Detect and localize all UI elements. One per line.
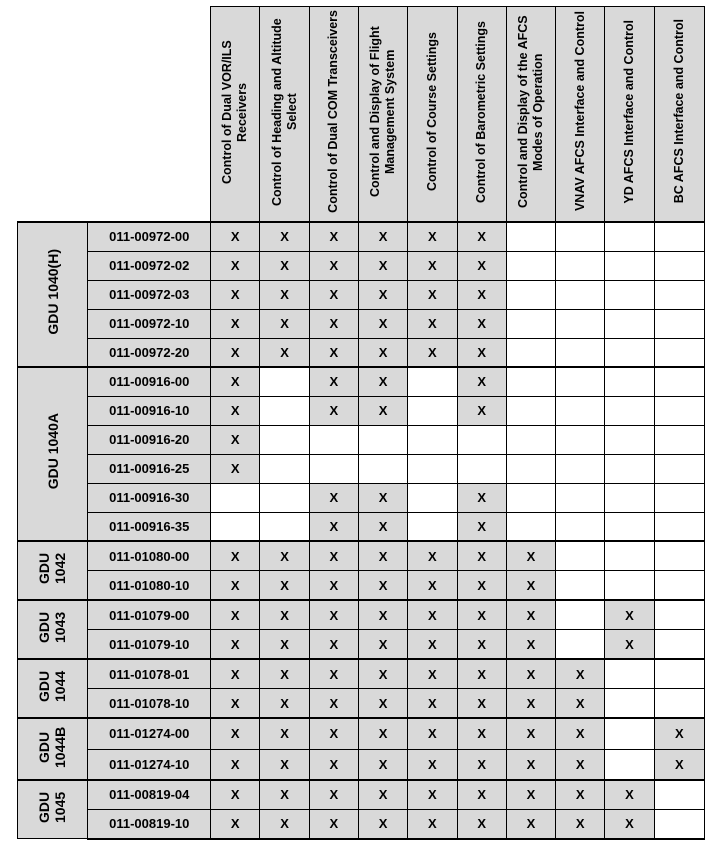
feature-mark: X <box>211 280 260 309</box>
feature-empty <box>506 222 555 251</box>
feature-empty <box>506 483 555 512</box>
part-number: 011-01078-10 <box>88 689 211 719</box>
feature-mark: X <box>211 251 260 280</box>
feature-label: Control of Dual VOR/ILS Receivers <box>220 39 250 184</box>
feature-mark: X <box>309 512 358 541</box>
feature-empty <box>654 541 704 571</box>
feature-mark: X <box>309 659 358 689</box>
feature-header-10 <box>654 7 704 223</box>
feature-mark: X <box>506 541 555 571</box>
part-number: 011-00916-30 <box>88 483 211 512</box>
model-name: GDU 1040A <box>44 413 61 490</box>
feature-mark: X <box>457 809 506 838</box>
table-row <box>18 454 705 483</box>
model-label-cell <box>18 780 88 839</box>
feature-mark: X <box>260 630 309 660</box>
part-number: 011-01080-00 <box>88 541 211 571</box>
feature-mark: X <box>506 749 555 780</box>
feature-empty <box>605 425 654 454</box>
feature-empty <box>260 512 309 541</box>
feature-mark: X <box>211 396 260 425</box>
feature-mark: X <box>358 396 407 425</box>
feature-mark: X <box>408 571 457 601</box>
feature-mark: X <box>211 718 260 749</box>
part-number: 011-01274-00 <box>88 718 211 749</box>
feature-mark: X <box>654 749 704 780</box>
part-number: 011-01274-10 <box>88 749 211 780</box>
table-row <box>18 600 705 630</box>
feature-mark: X <box>457 309 506 338</box>
feature-mark: X <box>556 809 605 838</box>
feature-empty <box>605 749 654 780</box>
feature-empty <box>556 512 605 541</box>
feature-empty <box>605 280 654 309</box>
part-number: 011-00819-10 <box>88 809 211 838</box>
feature-empty <box>654 483 704 512</box>
feature-mark: X <box>408 541 457 571</box>
part-number: 011-00972-10 <box>88 309 211 338</box>
model-label-cell <box>18 659 88 718</box>
feature-mark: X <box>358 809 407 838</box>
feature-mark: X <box>506 780 555 809</box>
feature-mark: X <box>556 689 605 719</box>
feature-empty <box>358 454 407 483</box>
feature-empty <box>605 396 654 425</box>
feature-empty <box>556 280 605 309</box>
feature-mark: X <box>605 630 654 660</box>
feature-empty <box>408 483 457 512</box>
feature-mark: X <box>408 809 457 838</box>
feature-mark: X <box>457 222 506 251</box>
part-number: 011-01079-00 <box>88 600 211 630</box>
feature-mark: X <box>309 367 358 396</box>
feature-mark: X <box>260 809 309 838</box>
feature-mark: X <box>260 749 309 780</box>
feature-empty <box>506 367 555 396</box>
part-number: 011-00972-20 <box>88 338 211 367</box>
feature-empty <box>556 309 605 338</box>
feature-empty <box>654 809 704 838</box>
feature-empty <box>260 454 309 483</box>
feature-empty <box>309 454 358 483</box>
feature-mark: X <box>457 600 506 630</box>
feature-empty <box>654 251 704 280</box>
feature-mark: X <box>260 222 309 251</box>
feature-empty <box>506 338 555 367</box>
feature-empty <box>211 483 260 512</box>
feature-empty <box>556 600 605 630</box>
table-row <box>18 309 705 338</box>
feature-mark: X <box>408 222 457 251</box>
feature-mark: X <box>358 659 407 689</box>
feature-mark: X <box>408 659 457 689</box>
feature-empty <box>408 396 457 425</box>
feature-empty <box>506 425 555 454</box>
feature-mark: X <box>358 541 407 571</box>
feature-mark: X <box>358 600 407 630</box>
feature-mark: X <box>358 367 407 396</box>
feature-mark: X <box>457 630 506 660</box>
feature-mark: X <box>605 780 654 809</box>
feature-mark: X <box>506 630 555 660</box>
feature-mark: X <box>605 600 654 630</box>
feature-mark: X <box>309 541 358 571</box>
feature-empty <box>654 780 704 809</box>
feature-mark: X <box>457 512 506 541</box>
feature-mark: X <box>260 659 309 689</box>
feature-empty <box>605 338 654 367</box>
feature-mark: X <box>457 367 506 396</box>
feature-mark: X <box>309 483 358 512</box>
feature-empty <box>654 367 704 396</box>
feature-empty <box>605 659 654 689</box>
feature-empty <box>556 630 605 660</box>
feature-mark: X <box>309 809 358 838</box>
feature-empty <box>605 367 654 396</box>
feature-empty <box>506 309 555 338</box>
model-label-cell <box>18 718 88 780</box>
feature-empty <box>556 541 605 571</box>
feature-mark: X <box>309 396 358 425</box>
table-row <box>18 367 705 396</box>
feature-empty <box>605 483 654 512</box>
gdu-feature-matrix <box>17 6 705 840</box>
feature-mark: X <box>211 630 260 660</box>
feature-mark: X <box>309 251 358 280</box>
feature-header-7 <box>506 7 555 223</box>
feature-label: BC AFCS Interface and Control <box>671 19 686 204</box>
feature-mark: X <box>309 718 358 749</box>
feature-mark: X <box>211 689 260 719</box>
feature-label: Control of Course Settings <box>424 31 439 192</box>
feature-label: Control of Barometric Settings <box>474 20 489 203</box>
part-number: 011-00819-04 <box>88 780 211 809</box>
feature-mark: X <box>211 367 260 396</box>
feature-empty <box>556 483 605 512</box>
feature-mark: X <box>309 600 358 630</box>
table-row <box>18 425 705 454</box>
feature-mark: X <box>358 749 407 780</box>
feature-empty <box>556 338 605 367</box>
feature-header-9 <box>605 7 654 223</box>
feature-mark: X <box>358 512 407 541</box>
feature-mark: X <box>457 780 506 809</box>
feature-mark: X <box>211 659 260 689</box>
model-name: GDU 1043 <box>35 611 68 643</box>
matrix-body <box>18 222 705 839</box>
feature-empty <box>506 396 555 425</box>
feature-label: Control of Heading and Altitude Select <box>269 17 299 206</box>
feature-mark: X <box>506 571 555 601</box>
model-label-cell <box>18 600 88 659</box>
feature-empty <box>506 251 555 280</box>
feature-mark: X <box>358 222 407 251</box>
feature-empty <box>556 425 605 454</box>
feature-empty <box>605 512 654 541</box>
feature-empty <box>260 396 309 425</box>
model-label-cell <box>18 367 88 541</box>
feature-mark: X <box>506 659 555 689</box>
feature-mark: X <box>358 630 407 660</box>
part-number: 011-00916-35 <box>88 512 211 541</box>
feature-mark: X <box>358 251 407 280</box>
feature-header-6 <box>457 7 506 223</box>
feature-mark: X <box>457 251 506 280</box>
feature-mark: X <box>408 338 457 367</box>
feature-mark: X <box>309 280 358 309</box>
feature-mark: X <box>457 659 506 689</box>
feature-mark: X <box>211 600 260 630</box>
feature-label: VNAV AFCS Interface and Control <box>572 11 587 212</box>
feature-mark: X <box>457 541 506 571</box>
feature-mark: X <box>260 280 309 309</box>
feature-mark: X <box>260 689 309 719</box>
feature-mark: X <box>260 251 309 280</box>
feature-mark: X <box>260 571 309 601</box>
part-number: 011-01079-10 <box>88 630 211 660</box>
feature-empty <box>506 512 555 541</box>
feature-mark: X <box>309 630 358 660</box>
feature-empty <box>408 454 457 483</box>
feature-mark: X <box>408 780 457 809</box>
feature-mark: X <box>260 309 309 338</box>
feature-empty <box>654 222 704 251</box>
feature-empty <box>605 454 654 483</box>
feature-mark: X <box>457 689 506 719</box>
feature-empty <box>654 512 704 541</box>
feature-empty <box>556 367 605 396</box>
feature-mark: X <box>211 780 260 809</box>
feature-empty <box>260 425 309 454</box>
feature-empty <box>556 396 605 425</box>
feature-mark: X <box>260 718 309 749</box>
feature-mark: X <box>408 600 457 630</box>
feature-empty <box>654 425 704 454</box>
model-name: GDU 1040(H) <box>44 249 61 335</box>
table-row <box>18 483 705 512</box>
feature-mark: X <box>408 251 457 280</box>
feature-mark: X <box>457 396 506 425</box>
feature-header-5 <box>408 7 457 223</box>
feature-empty <box>556 571 605 601</box>
feature-mark: X <box>309 309 358 338</box>
feature-empty <box>605 251 654 280</box>
feature-mark: X <box>260 338 309 367</box>
feature-mark: X <box>358 483 407 512</box>
feature-mark: X <box>506 689 555 719</box>
feature-empty <box>309 425 358 454</box>
model-label-cell <box>18 222 88 367</box>
model-name: GDU 1045 <box>35 791 68 823</box>
feature-empty <box>506 454 555 483</box>
table-row <box>18 809 705 838</box>
feature-header-2 <box>260 7 309 223</box>
feature-mark: X <box>457 280 506 309</box>
feature-header-8 <box>556 7 605 223</box>
feature-empty <box>605 571 654 601</box>
feature-empty <box>556 251 605 280</box>
feature-empty <box>408 367 457 396</box>
feature-mark: X <box>358 280 407 309</box>
feature-empty <box>605 222 654 251</box>
table-row <box>18 280 705 309</box>
feature-mark: X <box>506 809 555 838</box>
feature-mark: X <box>211 749 260 780</box>
feature-empty <box>654 659 704 689</box>
feature-mark: X <box>358 571 407 601</box>
feature-empty <box>654 338 704 367</box>
part-number: 011-00916-00 <box>88 367 211 396</box>
feature-empty <box>654 309 704 338</box>
feature-mark: X <box>358 338 407 367</box>
feature-mark: X <box>309 689 358 719</box>
feature-mark: X <box>358 309 407 338</box>
table-row <box>18 251 705 280</box>
feature-mark: X <box>408 309 457 338</box>
feature-mark: X <box>457 749 506 780</box>
feature-mark: X <box>457 483 506 512</box>
part-number: 011-01080-10 <box>88 571 211 601</box>
feature-empty <box>605 309 654 338</box>
table-row <box>18 689 705 719</box>
feature-header-4 <box>358 7 407 223</box>
feature-mark: X <box>211 541 260 571</box>
feature-mark: X <box>309 749 358 780</box>
part-number: 011-00972-00 <box>88 222 211 251</box>
feature-empty <box>457 425 506 454</box>
feature-label: YD AFCS Interface and Control <box>622 19 636 204</box>
feature-mark: X <box>211 338 260 367</box>
model-label-cell <box>18 541 88 600</box>
feature-empty <box>654 689 704 719</box>
feature-mark: X <box>211 454 260 483</box>
table-row <box>18 571 705 601</box>
table-row <box>18 718 705 749</box>
feature-mark: X <box>457 718 506 749</box>
feature-label: Control of Dual COM Transceivers <box>326 10 341 213</box>
feature-empty <box>211 512 260 541</box>
feature-header-3 <box>309 7 358 223</box>
feature-empty <box>654 571 704 601</box>
feature-empty <box>457 454 506 483</box>
feature-mark: X <box>408 689 457 719</box>
feature-empty <box>260 483 309 512</box>
table-row <box>18 222 705 251</box>
feature-mark: X <box>260 780 309 809</box>
model-name: GDU 1042 <box>35 552 68 584</box>
feature-empty <box>506 280 555 309</box>
feature-mark: X <box>408 630 457 660</box>
feature-empty <box>408 425 457 454</box>
feature-mark: X <box>605 809 654 838</box>
feature-mark: X <box>358 718 407 749</box>
model-name: GDU 1044B <box>35 725 68 768</box>
feature-mark: X <box>408 718 457 749</box>
feature-empty <box>260 367 309 396</box>
feature-empty <box>654 396 704 425</box>
part-number: 011-00916-25 <box>88 454 211 483</box>
feature-mark: X <box>211 425 260 454</box>
feature-mark: X <box>211 309 260 338</box>
part-number: 011-00916-20 <box>88 425 211 454</box>
feature-label: Control and Display of Flight Management System <box>368 26 398 197</box>
feature-empty <box>654 280 704 309</box>
feature-mark: X <box>309 338 358 367</box>
header-corner <box>18 7 211 223</box>
table-row <box>18 749 705 780</box>
feature-mark: X <box>457 571 506 601</box>
table-row <box>18 396 705 425</box>
feature-label: Control and Display of the AFCS Modes of Operation <box>515 15 545 208</box>
feature-empty <box>556 454 605 483</box>
model-name: GDU 1044 <box>35 670 68 702</box>
part-number: 011-00916-10 <box>88 396 211 425</box>
feature-mark: X <box>556 780 605 809</box>
part-number: 011-01078-01 <box>88 659 211 689</box>
feature-mark: X <box>211 222 260 251</box>
feature-mark: X <box>309 780 358 809</box>
feature-mark: X <box>211 571 260 601</box>
feature-mark: X <box>358 780 407 809</box>
feature-empty <box>556 222 605 251</box>
feature-mark: X <box>506 600 555 630</box>
feature-empty <box>408 512 457 541</box>
feature-mark: X <box>358 689 407 719</box>
table-row <box>18 630 705 660</box>
feature-empty <box>605 541 654 571</box>
part-number: 011-00972-02 <box>88 251 211 280</box>
feature-header-row <box>18 7 705 223</box>
feature-mark: X <box>408 749 457 780</box>
feature-mark: X <box>556 749 605 780</box>
table-row <box>18 659 705 689</box>
feature-empty <box>654 600 704 630</box>
feature-mark: X <box>260 600 309 630</box>
table-row <box>18 338 705 367</box>
feature-mark: X <box>309 571 358 601</box>
feature-header-1 <box>211 7 260 223</box>
table-row <box>18 512 705 541</box>
feature-mark: X <box>654 718 704 749</box>
part-number: 011-00972-03 <box>88 280 211 309</box>
feature-empty <box>654 630 704 660</box>
feature-empty <box>605 718 654 749</box>
feature-empty <box>605 689 654 719</box>
feature-mark: X <box>211 809 260 838</box>
feature-mark: X <box>408 280 457 309</box>
feature-mark: X <box>556 659 605 689</box>
table-row <box>18 541 705 571</box>
table-row <box>18 780 705 809</box>
feature-mark: X <box>506 718 555 749</box>
feature-mark: X <box>309 222 358 251</box>
feature-empty <box>358 425 407 454</box>
feature-mark: X <box>260 541 309 571</box>
feature-mark: X <box>457 338 506 367</box>
feature-empty <box>654 454 704 483</box>
feature-mark: X <box>556 718 605 749</box>
